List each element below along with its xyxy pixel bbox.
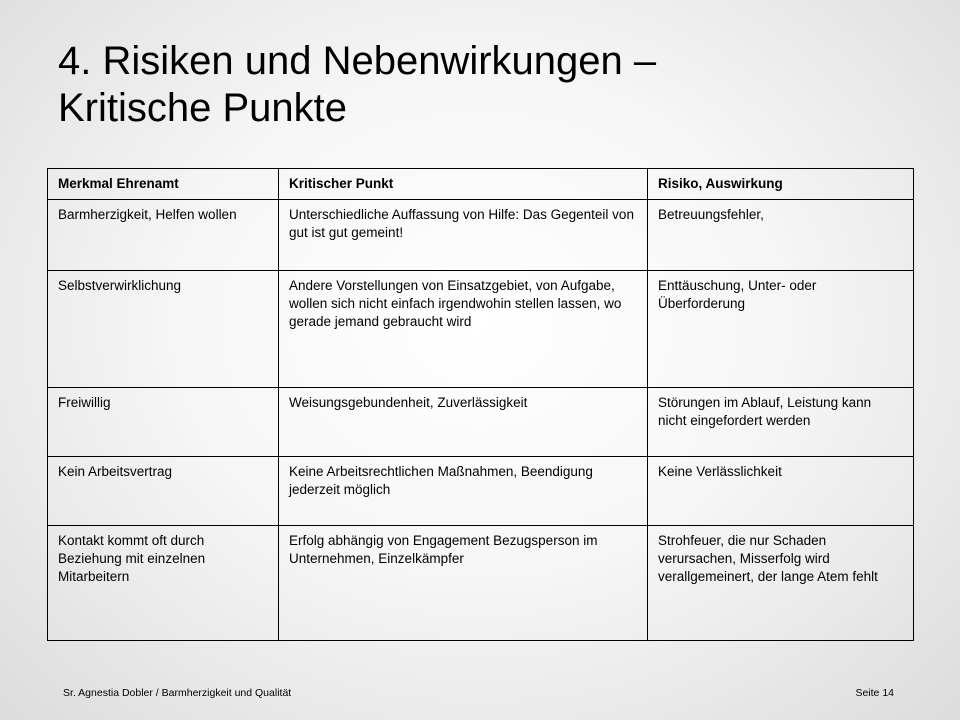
table-header-row [48,169,914,200]
table-cell: Freiwillig [48,388,279,457]
slide-title-line-2: Kritische Punkte [58,86,348,130]
header-risiko: Risiko, Auswirkung [648,169,914,200]
slide-title [58,38,918,132]
table-cell: Keine Verlässlichkeit [648,457,914,526]
slide-title-line-1: 4. Risiken und Nebenwirkungen – [58,39,657,83]
footer-page-number: Seite 14 [855,687,894,699]
table-row [48,388,914,457]
table-cell: Störungen im Ablauf, Leistung kann nicht eingefordert werden [648,388,914,457]
header-merkmal: Merkmal Ehrenamt [48,169,279,200]
table-cell: Enttäuschung, Unter- oder Überforderung [648,271,914,388]
table-cell: Keine Arbeitsrechtlichen Maßnahmen, Beendigung jederzeit möglich [279,457,648,526]
table-row [48,457,914,526]
table-row [48,526,914,641]
table-cell: Weisungsgebundenheit, Zuverlässigkeit [279,388,648,457]
table-cell: Kontakt kommt oft durch Beziehung mit einzelnen Mitarbeitern [48,526,279,641]
table-cell: Strohfeuer, die nur Schaden verursachen, Misserfolg wird verallgemeinert, der lange Atem fehlt [648,526,914,641]
header-kritischer-punkt: Kritischer Punkt [279,169,648,200]
table-cell: Kein Arbeitsvertrag [48,457,279,526]
critical-points-table [47,168,914,641]
table-cell: Unterschiedliche Auffassung von Hilfe: Das Gegenteil von gut ist gut gemeint! [279,200,648,271]
table-cell: Selbstverwirklichung [48,271,279,388]
table-cell: Betreuungsfehler, [648,200,914,271]
table-cell: Erfolg abhängig von Engagement Bezugsperson im Unternehmen, Einzelkämpfer [279,526,648,641]
table-row [48,271,914,388]
table-row [48,200,914,271]
footer-author: Sr. Agnestia Dobler / Barmherzigkeit und Qualität [63,687,292,699]
table-cell: Barmherzigkeit, Helfen wollen [48,200,279,271]
table-cell: Andere Vorstellungen von Einsatzgebiet, von Aufgabe, wollen sich nicht einfach irgendwohin stellen lassen, wo gerade jemand gebraucht wird [279,271,648,388]
